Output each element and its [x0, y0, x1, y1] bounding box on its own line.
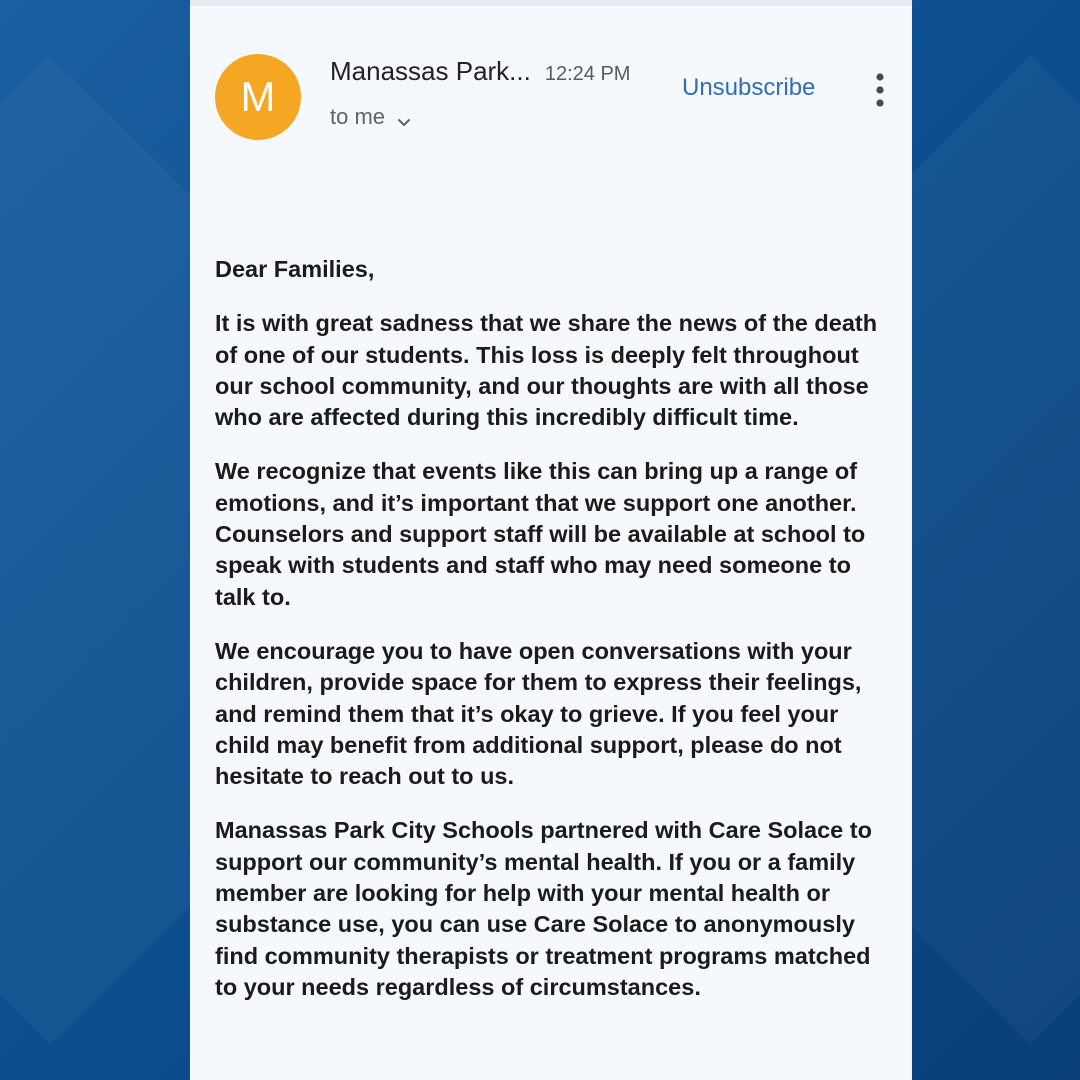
chevron-down-icon[interactable] [397, 110, 411, 124]
unsubscribe-link[interactable]: Unsubscribe [682, 74, 816, 101]
sender-avatar[interactable] [215, 54, 301, 140]
email-view [190, 0, 912, 1080]
avatar-letter: M [240, 73, 276, 120]
sent-time: 12:24 PM [544, 63, 631, 85]
recipient-label: to me [330, 104, 386, 129]
panel-top-divider [190, 0, 912, 6]
email-paragraph: We recognize that events like this can bring up a range of emotions, and it’s important that we support one another. Counselors and support staff will be available at school to speak with students and staff who may need someone to talk to. [215, 458, 866, 610]
sender-name[interactable]: Manassas Park... [330, 56, 531, 86]
email-paragraph: Manassas Park City Schools partnered with Care Solace to support our community’s mental health. If you or a family member are looking for help with your mental health or substance use, you can use Care Solace to anonymously find community therapists or treatment programs matched to your needs regardless of circumstances. [215, 817, 872, 1000]
email-greeting: Dear Families, [215, 256, 375, 282]
more-vert-icon[interactable] [872, 72, 888, 108]
recipient-toggle[interactable] [330, 104, 411, 130]
sender-row [330, 56, 630, 88]
email-body [215, 254, 895, 1026]
email-paragraph: We encourage you to have open conversations with your children, provide space for them to express their feelings, and remind them that it’s okay to grieve. If you feel your child may benefit from additional support, please do not hesitate to reach out to us. [215, 637, 862, 790]
email-paragraph: It is with great sadness that we share the news of the death of one of our students. This loss is deeply felt throughout our school community, and our thoughts are with all those who are affected during this incredibly difficult time. [215, 310, 878, 431]
